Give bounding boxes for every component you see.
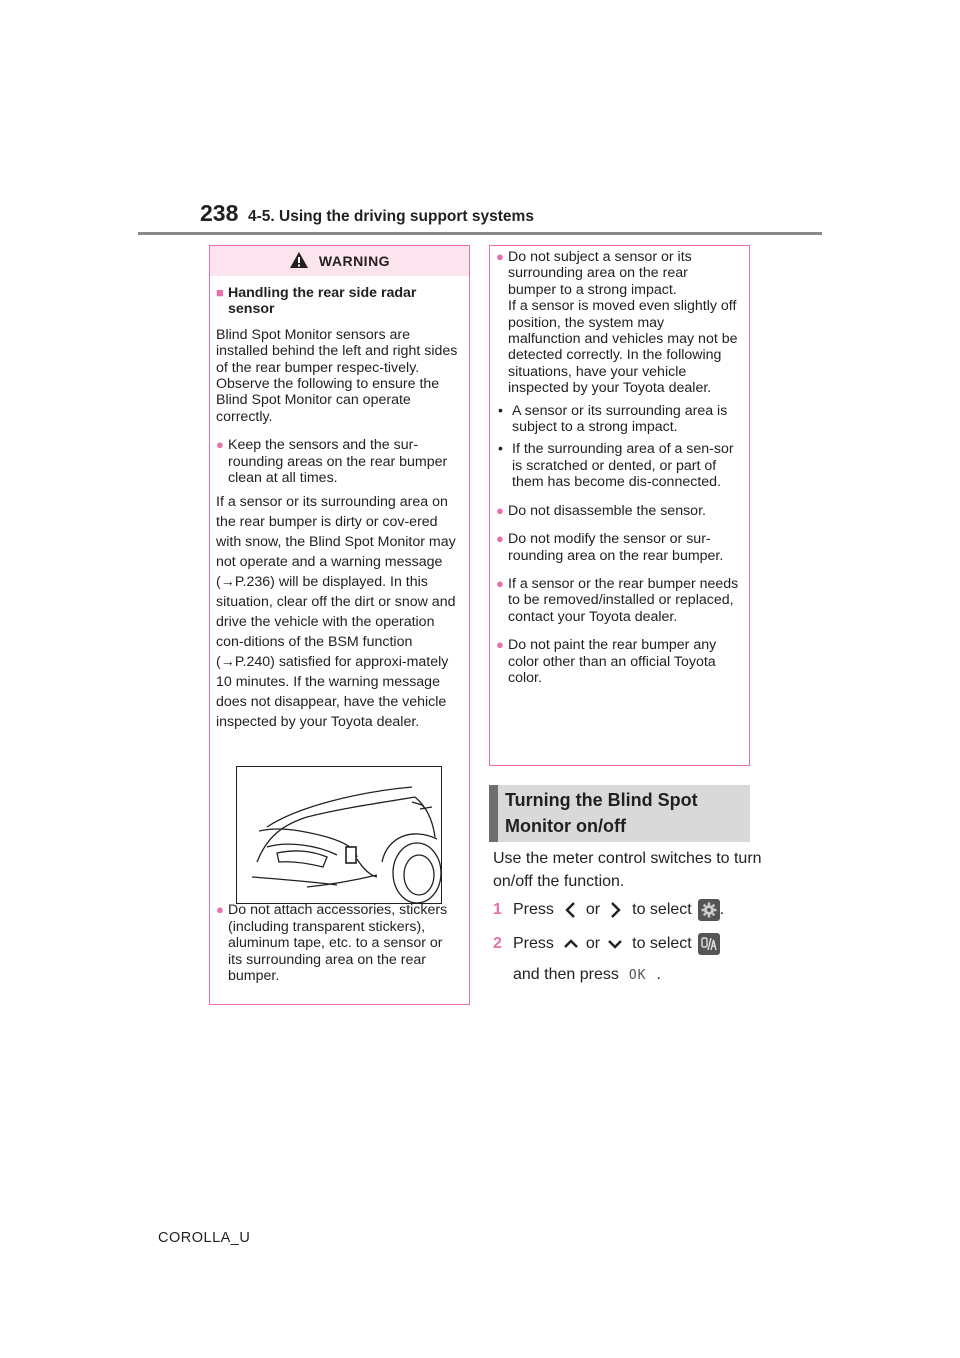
- rear-bumper-sensor-illustration: [236, 766, 442, 904]
- warning-header: [210, 246, 469, 276]
- section-title: 4-5. Using the driving support systems: [248, 208, 534, 225]
- warning-title: WARNING: [318, 253, 391, 269]
- sub-list-item: • If the surrounding area of a sen-sor is scratched or dented, or part of them has become dis-connected.: [498, 441, 734, 491]
- warning-intro: Blind Spot Monitor sensors are installed behind the left and right sides of the rear bumper respec-tively. Observe the following to ensure the Blind Spot Monitor can operate correctly.: [216, 326, 458, 425]
- warning-box-continued: [489, 245, 750, 766]
- bullet-detail: If a sensor is moved even slightly off position, the system may malfunction and vehicles may not be detected correctly. In the following situations, have your vehicle inspected by your Toyota dealer.: [508, 298, 738, 397]
- square-bullet-icon: ■: [216, 285, 224, 300]
- warning-continued-content: [490, 246, 749, 686]
- step-1: 1 Press or to select .: [493, 899, 724, 921]
- bullet-detail: If a sensor or its surrounding area on the rear bumper is dirty or cov-ered with snow, the Blind Spot Monitor may not operate and a warning message (→P.236) will be displayed. In this situation, clear off the dirt or snow and drive the vehicle with the operation con-ditions of the BSM function (→P.240) satisfied for approxi-mately 10 minutes. If the warning message does not disappear, have the vehicle inspected by your Toyota dealer.: [216, 494, 456, 731]
- page-number: 238: [200, 200, 239, 226]
- step-2-continued: and then press OK .: [513, 966, 661, 983]
- circle-bullet-icon: ●: [496, 637, 504, 653]
- topic-title-line-1: Turning the Blind Spot: [505, 790, 698, 810]
- list-item: ● Keep the sensors and the sur-rounding areas on the rear bumper clean at all times.: [216, 437, 448, 487]
- ok-button-icon: OK: [628, 967, 647, 983]
- sub-bullet: •: [498, 402, 503, 419]
- circle-bullet-icon: ●: [496, 249, 504, 264]
- sub-bullet: •: [498, 441, 503, 458]
- chevron-right-icon: [606, 900, 624, 920]
- header-rule: [138, 232, 822, 235]
- circle-bullet-icon: ●: [496, 531, 504, 547]
- list-item: ● Do not modify the sensor or sur-rounding area on the rear bumper.: [496, 531, 724, 564]
- circle-bullet-icon: ●: [496, 575, 504, 591]
- list-item: ● Do not disassemble the sensor.: [496, 502, 706, 519]
- list-item: ● Do not paint the rear bumper any color other than an official Toyota color.: [496, 637, 717, 686]
- sub-list-item: • A sensor or its surrounding area is subject to a strong impact.: [498, 402, 728, 436]
- circle-bullet-icon: ●: [216, 437, 224, 453]
- settings-gear-icon: [698, 899, 720, 921]
- step-number: 1: [493, 901, 502, 918]
- body-intro: Use the meter control switches to turn on/off the function.: [493, 850, 762, 890]
- list-item: ● Do not attach accessories, stickers (including transparent stickers), aluminum tape, etc. to a sensor or its surrounding area on the rear bumper.: [216, 902, 448, 985]
- step-number: 2: [493, 935, 502, 952]
- chevron-left-icon: [562, 900, 580, 920]
- chevron-up-icon: [562, 934, 580, 954]
- step-2: 2 Press or to select: [493, 933, 720, 955]
- list-item: ● If a sensor or the rear bumper needs to be removed/installed or replaced, contact your Toyota dealer.: [496, 575, 739, 625]
- chevron-down-icon: [606, 934, 624, 954]
- topic-title-line-2: Monitor on/off: [505, 816, 626, 836]
- warning-heading: ■ Handling the rear side radar sensor: [216, 285, 417, 318]
- list-item: ● Do not subject a sensor or its surrounding area on the rear bumper to a strong impact.: [496, 249, 692, 298]
- warning-triangle-icon: [289, 251, 309, 272]
- circle-bullet-icon: ●: [216, 902, 224, 918]
- circle-bullet-icon: ●: [496, 502, 504, 518]
- topic-header: [489, 785, 750, 842]
- footer-model-id: COROLLA_U: [158, 1230, 251, 1246]
- blind-spot-monitor-icon: [698, 933, 720, 955]
